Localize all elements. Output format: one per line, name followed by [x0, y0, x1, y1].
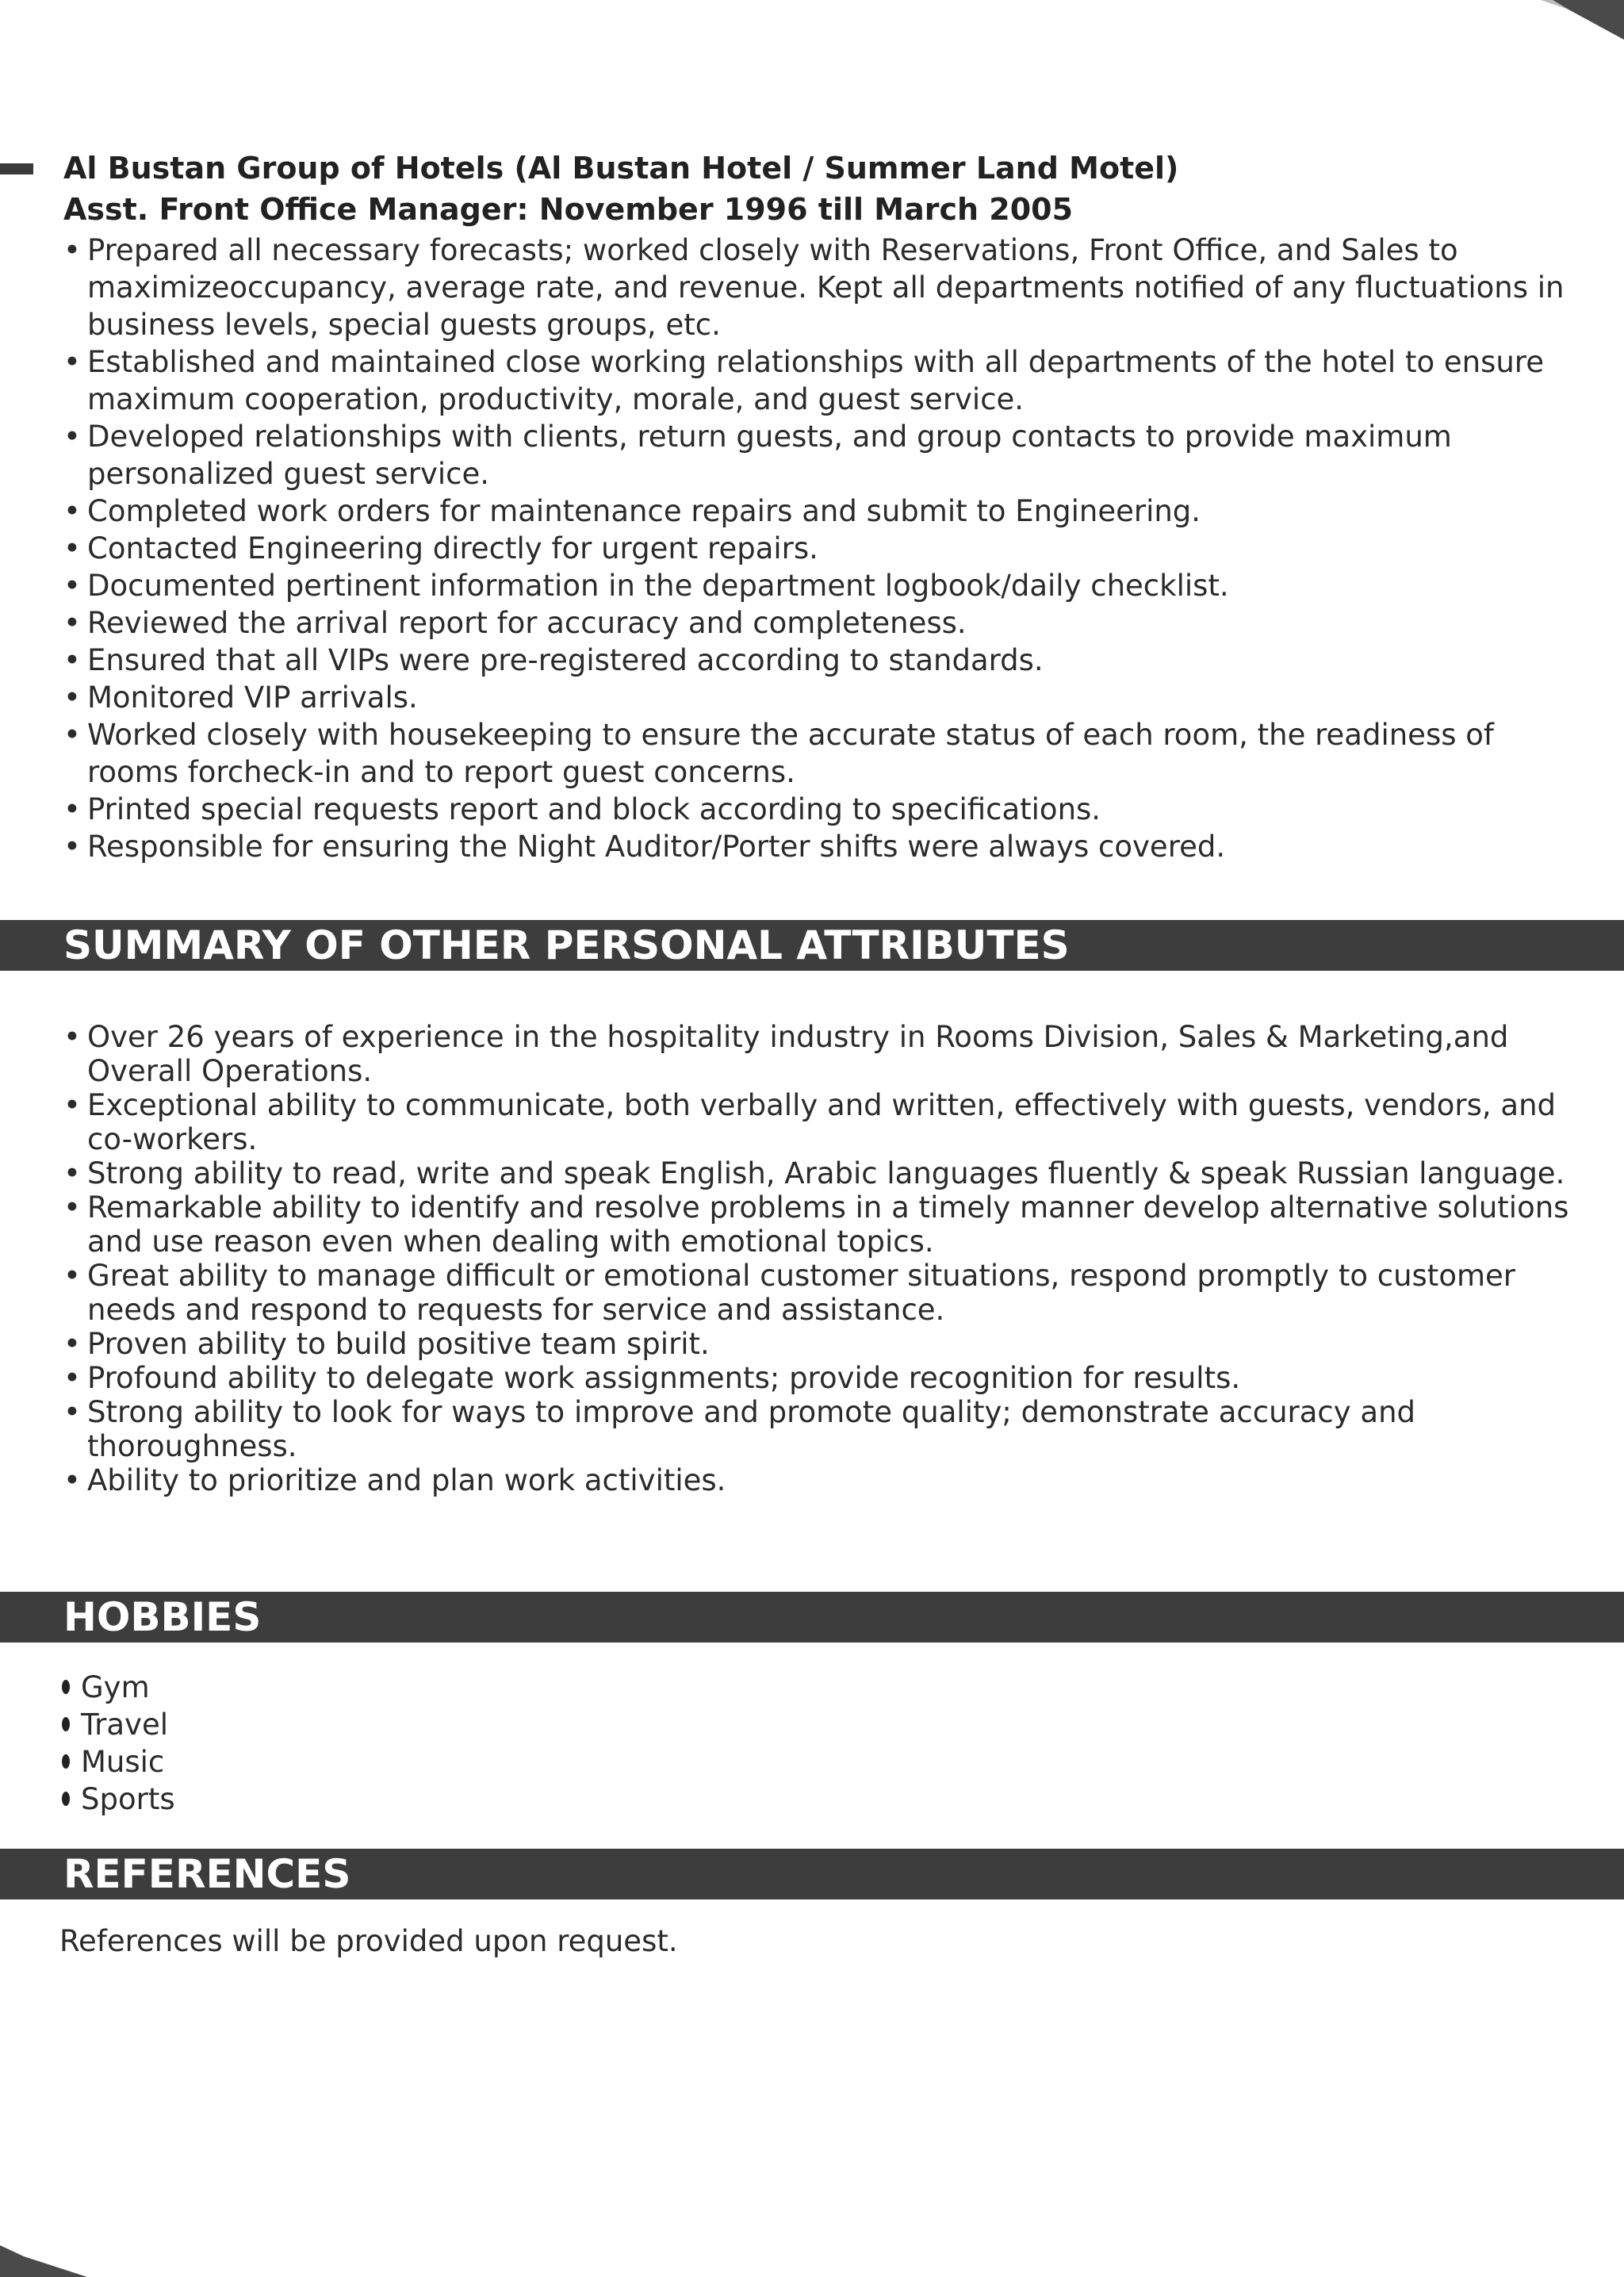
bullet-icon [62, 1754, 70, 1769]
list-item [62, 1781, 175, 1818]
bullet-icon: • [63, 1259, 81, 1293]
list-item-text: Exceptional ability to communicate, both verbally and written, effectively with guests, vendors, and co-workers. [87, 1088, 1557, 1156]
bullet-icon: • [63, 1395, 81, 1429]
bullet-icon: • [63, 643, 81, 677]
list-item-text: Profound ability to delegate work assignments; provide recognition for results. [87, 1361, 1241, 1395]
list-item [63, 1190, 1570, 1259]
experience-entry [63, 148, 1570, 865]
bullet-icon: • [63, 606, 81, 640]
list-item [63, 642, 1570, 679]
bullet-icon: • [63, 792, 81, 826]
list-item-text: Monitored VIP arrivals. [87, 680, 418, 715]
list-item [63, 493, 1570, 530]
list-item [63, 1156, 1570, 1190]
list-item [63, 1259, 1570, 1327]
bullet-icon: • [63, 1361, 81, 1395]
list-item-text: Proven ability to build positive team spirit. [87, 1327, 710, 1361]
list-item-text: Completed work orders for maintenance repairs and submit to Engineering. [87, 494, 1201, 528]
section-heading-hobbies: HOBBIES [0, 1592, 1624, 1643]
attributes-section [63, 1020, 1570, 1497]
list-item [63, 679, 1570, 716]
bullet-icon: • [63, 1088, 81, 1122]
list-item-text: Remarkable ability to identify and resolve problems in a timely manner develop alternative solutions and use reason even when dealing with emotional topics. [87, 1190, 1569, 1259]
list-item-text: Strong ability to look for ways to improve and promote quality; demonstrate accuracy and thoroughness. [87, 1395, 1416, 1463]
list-item [63, 1395, 1570, 1463]
list-item [63, 1327, 1570, 1361]
list-item [63, 418, 1570, 493]
list-item-text: Great ability to manage difficult or emotional customer situations, respond promptly to customer needs and respond to requests for service and assistance. [87, 1259, 1515, 1327]
list-item [63, 1088, 1570, 1156]
list-item-text: Printed special requests report and block according to specifications. [87, 792, 1101, 826]
list-item-text: Worked closely with housekeeping to ensure the accurate status of each room, the readiness of rooms forcheck-in and to report guest concerns. [87, 718, 1494, 789]
list-item [62, 1669, 175, 1706]
list-item [63, 343, 1570, 418]
bullet-icon: • [63, 1463, 81, 1497]
page-corner-decoration [1521, 0, 1624, 40]
section-heading-references: REFERENCES [0, 1849, 1624, 1899]
list-item [63, 1020, 1570, 1088]
bullet-icon [62, 1792, 70, 1806]
list-item-text: Established and maintained close working relationships with all departments of the hotel to ensure maximum cooperation, productivity, morale, and guest service. [87, 345, 1544, 416]
bullet-icon [62, 1717, 70, 1731]
section-heading-attributes: SUMMARY OF OTHER PERSONAL ATTRIBUTES [0, 920, 1624, 971]
bullet-icon: • [63, 1327, 81, 1361]
bullet-icon: • [63, 680, 81, 715]
list-item [63, 530, 1570, 567]
list-item [63, 232, 1570, 343]
bullet-icon [62, 1680, 70, 1694]
bullet-icon: • [63, 1156, 81, 1190]
list-item-text: Gym [81, 1670, 150, 1704]
references-text: References will be provided upon request. [59, 1924, 678, 1958]
bullet-icon: • [63, 494, 81, 528]
bullet-icon: • [63, 531, 81, 565]
list-item-text: Reviewed the arrival report for accuracy and completeness. [87, 606, 967, 640]
list-item-text: Travel [81, 1708, 168, 1742]
job-title: Asst. Front Office Manager: November 1996 till March 2005 [63, 192, 1074, 227]
bullet-icon: • [63, 1190, 81, 1225]
list-item [63, 791, 1570, 828]
bullet-icon: • [63, 233, 81, 267]
list-item [63, 828, 1570, 865]
experience-bullet-list [63, 232, 1570, 865]
bullet-icon: • [63, 830, 81, 864]
bullet-icon: • [63, 1020, 81, 1054]
list-item [62, 1706, 175, 1743]
list-item [63, 604, 1570, 642]
list-item-text: Over 26 years of experience in the hospitality industry in Rooms Division, Sales & Marketing,and Overall Operations. [87, 1020, 1509, 1088]
bullet-icon: • [63, 420, 81, 454]
list-item-text: Music [81, 1745, 165, 1779]
list-item [62, 1743, 175, 1781]
list-item [63, 1361, 1570, 1395]
bullet-icon: • [63, 569, 81, 603]
list-item-text: Sports [81, 1782, 175, 1816]
page-corner-decoration-bottom [0, 2245, 87, 2277]
list-item-text: Ensured that all VIPs were pre-registered according to standards. [87, 643, 1044, 677]
bullet-icon: • [63, 345, 81, 379]
list-item-text: Ability to prioritize and plan work activities. [87, 1463, 726, 1497]
attributes-bullet-list [63, 1020, 1570, 1497]
hobbies-list [62, 1669, 175, 1818]
list-item [63, 567, 1570, 604]
list-item-text: Documented pertinent information in the department logbook/daily checklist. [87, 569, 1229, 603]
list-item-text: Strong ability to read, write and speak English, Arabic languages fluently & speak Russian language. [87, 1156, 1565, 1190]
list-item-text: Contacted Engineering directly for urgent repairs. [87, 531, 818, 565]
bullet-icon: • [63, 718, 81, 752]
list-item [63, 716, 1570, 791]
list-item [63, 1463, 1570, 1497]
list-item-text: Responsible for ensuring the Night Auditor/Porter shifts were always covered. [87, 830, 1226, 864]
company-name: Al Bustan Group of Hotels (Al Bustan Hotel / Summer Land Motel) [63, 151, 1179, 186]
side-accent-mark [0, 163, 33, 174]
list-item-text: Prepared all necessary forecasts; worked closely with Reservations, Front Office, and Sales to maximizeoccupancy, average rate, and revenue. Kept all departments notified of any fluctuations in business levels, special guests groups, etc. [87, 233, 1565, 342]
list-item-text: Developed relationships with clients, return guests, and group contacts to provide maximum personalized guest service. [87, 420, 1452, 491]
hobbies-section [62, 1669, 175, 1818]
